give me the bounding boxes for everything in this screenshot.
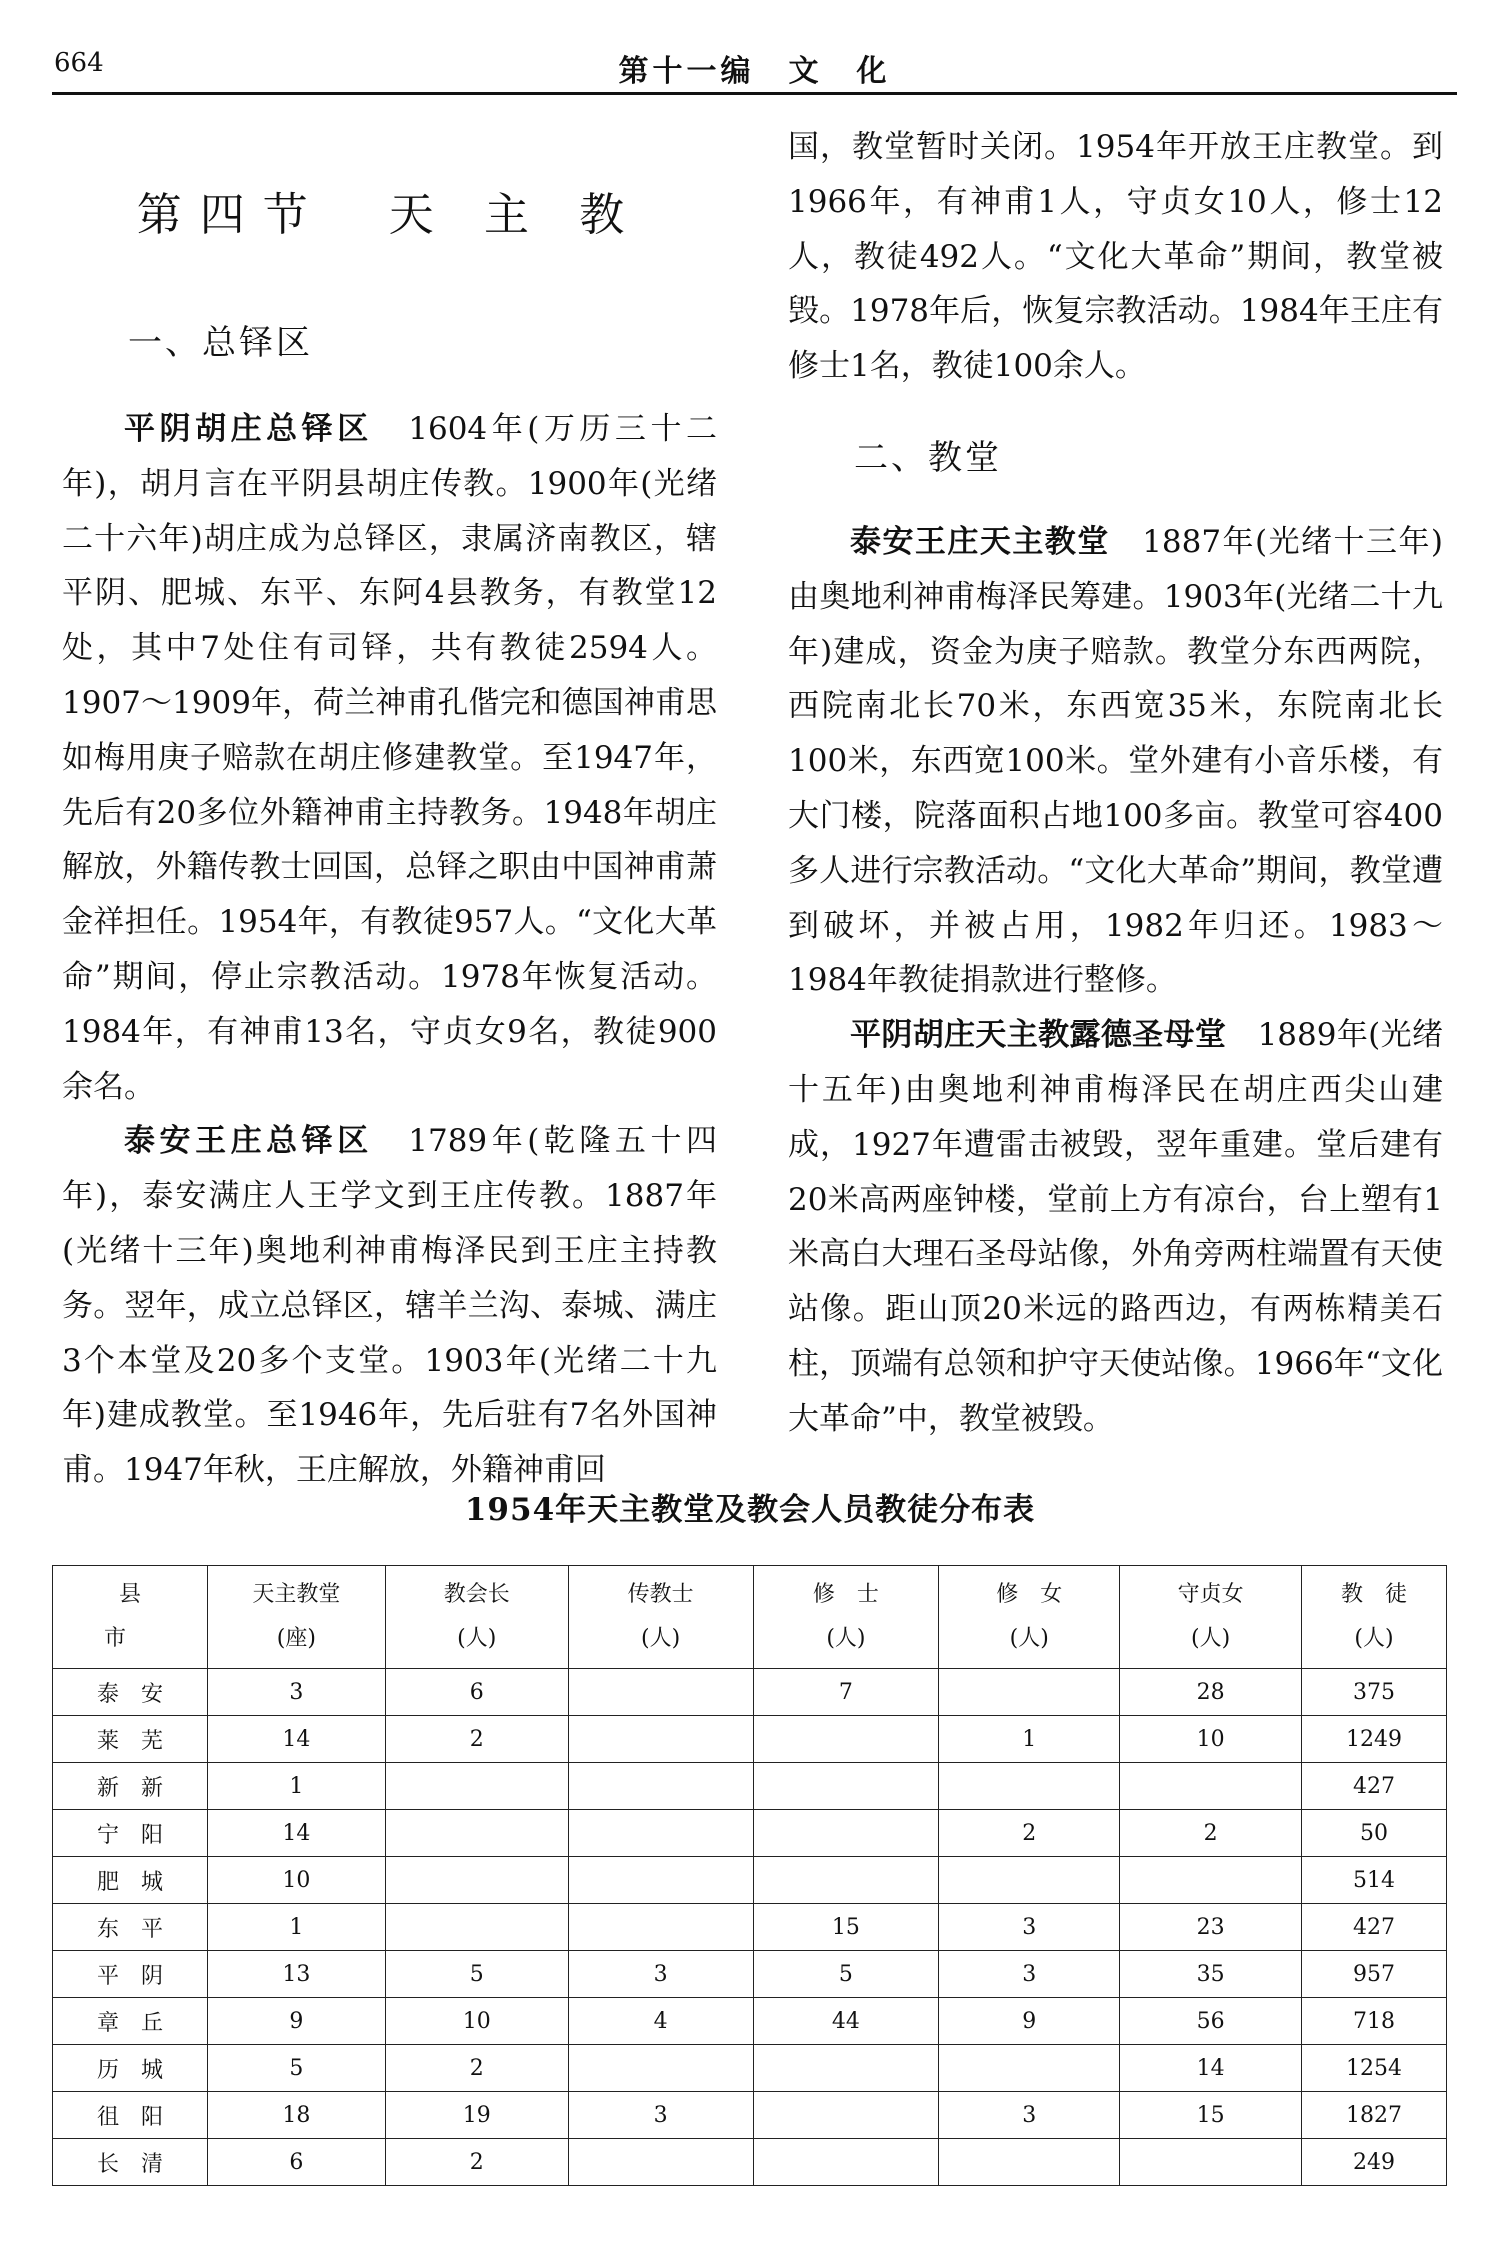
table-cell — [568, 2045, 753, 2092]
table-row — [53, 2092, 1447, 2139]
entry-text: 1889年(光绪十五年)由奥地利神甫梅泽民在胡庄西尖山建成，1927年遭雷击被毁，翌年重建。堂后建有20米高两座钟楼，堂前上方有凉台，台上塑有1米高白大理石圣母站像，外角旁两柱端置有天使站像。距山顶20米远的路西边，有两栋精美石柱，顶端有总领和护守天使站像。1966年“文化大革命”中，教堂被毁。 — [788, 1017, 1443, 1437]
table-cell: 1254 — [1302, 2045, 1447, 2092]
table-cell: 14 — [207, 1810, 385, 1857]
table-cell: 3 — [207, 1669, 385, 1716]
table-cell: 3 — [568, 1951, 753, 1998]
county-cell: 平阴 — [53, 1951, 208, 1998]
table-cell — [939, 1857, 1120, 1904]
subhead-churches: 二、教堂 — [854, 437, 1002, 478]
header-name: 天主教堂 — [252, 1582, 341, 1607]
header-unit: (人) — [1191, 1626, 1231, 1651]
table-cell — [753, 2045, 939, 2092]
table-cell: 427 — [1302, 1763, 1447, 1810]
entry-lead: 泰安王庄总铎区 — [124, 1123, 373, 1160]
table-cell — [568, 2139, 753, 2186]
column-header — [753, 1566, 939, 1669]
header-unit: (座) — [276, 1626, 316, 1651]
table-cell: 3 — [939, 2092, 1120, 2139]
table-row — [53, 1857, 1447, 1904]
table-cell: 56 — [1120, 1998, 1302, 2045]
table-cell: 375 — [1302, 1669, 1447, 1716]
column-header — [1302, 1566, 1447, 1669]
table-cell: 2 — [385, 2139, 568, 2186]
table-cell — [1120, 1763, 1302, 1810]
county-cell: 历城 — [53, 2045, 208, 2092]
entry-wz-diocese-continued: 国，教堂暂时关闭。1954年开放王庄教堂。到1966年，有神甫1人，守贞女10人，修士12人，教徒492人。“文化大革命”期间，教堂被毁。1978年后，恢复宗教活动。1984年王庄有修士1名，教徒100余人。 — [788, 129, 1444, 385]
table-cell: 1 — [207, 1904, 385, 1951]
table-cell — [753, 1810, 939, 1857]
table-cell: 3 — [939, 1951, 1120, 1998]
county-cell: 泰安 — [53, 1669, 208, 1716]
table-cell: 957 — [1302, 1951, 1447, 1998]
column-header — [207, 1566, 385, 1669]
table-cell: 4 — [568, 1998, 753, 2045]
table-cell: 9 — [207, 1998, 385, 2045]
column-header — [939, 1566, 1120, 1669]
table-cell: 15 — [1120, 2092, 1302, 2139]
table-row — [53, 2045, 1447, 2092]
table-cell: 1249 — [1302, 1716, 1447, 1763]
header-unit: (人) — [457, 1626, 497, 1651]
table-cell: 1 — [939, 1716, 1120, 1763]
header-unit: (人) — [826, 1626, 866, 1651]
entry-text: 1887年(光绪十三年)由奥地利神甫梅泽民筹建。1903年(光绪二十九年)建成，资金为庚子赔款。教堂分东西两院，西院南北长70米，东西宽35米，东院南北长100米，东西宽100米。堂外建有小音乐楼，有大门楼，院落面积占地100多亩。教堂可容400多人进行宗教活动。“文化大革命”期间，教堂遭到破坏，并被占用，1982年归还。1983～1984年教徒捐款进行整修。 — [788, 523, 1444, 999]
table-cell — [568, 1716, 753, 1763]
table-cell — [753, 2092, 939, 2139]
table-cell: 5 — [753, 1951, 939, 1998]
header-unit: (人) — [640, 1626, 681, 1651]
table-cell — [753, 1857, 939, 1904]
table-cell: 5 — [207, 2045, 385, 2092]
table-row — [53, 1904, 1447, 1951]
county-cell: 肥城 — [53, 1857, 208, 1904]
table-cell: 14 — [1120, 2045, 1302, 2092]
table-cell: 6 — [385, 1669, 568, 1716]
page-number: 664 — [54, 48, 104, 78]
county-cell: 新新 — [53, 1763, 208, 1810]
table-cell: 3 — [568, 2092, 753, 2139]
table-cell: 3 — [939, 1904, 1120, 1951]
header-name: 守贞女 — [1177, 1582, 1244, 1607]
county-cell: 宁阳 — [53, 1810, 208, 1857]
county-cell: 章丘 — [53, 1998, 208, 2045]
running-title: 第十一编 文 化 — [618, 54, 891, 89]
entry-wz-diocese — [62, 1114, 717, 1498]
entry-text: 1789年(乾隆五十四年)，泰安满庄人王学文到王庄传教。1887年(光绪十三年)奥地利神甫梅泽民到王庄主持教务。翌年，成立总铎区，辖羊兰沟、泰城、满庄3个本堂及20多个支堂。1903年(光绪二十九年)建成教堂。至1946年，先后驻有7名外国神甫。1947年秋，王庄解放，外籍神甫回 — [62, 1123, 717, 1489]
table-cell: 514 — [1302, 1857, 1447, 1904]
table-cell: 23 — [1120, 1904, 1302, 1951]
entry-lead: 平阴胡庄天主教露德圣母堂 — [850, 1017, 1227, 1054]
table-cell — [568, 1810, 753, 1857]
table-row — [53, 1810, 1447, 1857]
table-cell: 2 — [385, 2045, 568, 2092]
table-cell — [753, 1716, 939, 1763]
table-cell — [385, 1810, 568, 1857]
table-row — [53, 1763, 1447, 1810]
table-cell — [568, 1857, 753, 1904]
table-row — [53, 1716, 1447, 1763]
table-cell: 2 — [385, 1716, 568, 1763]
county-cell: 东平 — [53, 1904, 208, 1951]
table-cell: 18 — [207, 2092, 385, 2139]
table-cell: 19 — [385, 2092, 568, 2139]
table-cell: 15 — [753, 1904, 939, 1951]
right-column — [788, 120, 1443, 1447]
county-cell: 莱芜 — [53, 1716, 208, 1763]
header-name: 传教士 — [627, 1582, 694, 1607]
entry-hz-diocese — [62, 402, 717, 1114]
table-cell: 5 — [385, 1951, 568, 1998]
table-cell: 249 — [1302, 2139, 1447, 2186]
table-cell — [939, 2045, 1120, 2092]
table-cell: 10 — [207, 1857, 385, 1904]
column-header — [385, 1566, 568, 1669]
table-cell: 44 — [753, 1998, 939, 2045]
table-cell: 2 — [1120, 1810, 1302, 1857]
table-cell — [568, 1763, 753, 1810]
header-unit: (人) — [1354, 1626, 1394, 1651]
column-header — [1120, 1566, 1302, 1669]
left-column — [62, 120, 717, 1498]
table-cell — [939, 2139, 1120, 2186]
table-cell — [385, 1763, 568, 1810]
table-cell — [385, 1904, 568, 1951]
table-cell: 1827 — [1302, 2092, 1447, 2139]
entry-wz-church — [788, 515, 1443, 1008]
table-cell — [568, 1904, 753, 1951]
table-cell: 6 — [207, 2139, 385, 2186]
table-row — [53, 1998, 1447, 2045]
table-cell — [1120, 1857, 1302, 1904]
county-cell: 长清 — [53, 2139, 208, 2186]
table-cell: 50 — [1302, 1810, 1447, 1857]
table-cell: 7 — [753, 1669, 939, 1716]
table-cell: 10 — [1120, 1716, 1302, 1763]
table-row — [53, 2139, 1447, 2186]
section-title: 第四节 天 主 教 — [136, 188, 643, 241]
distribution-table — [52, 1565, 1447, 2186]
table-cell: 28 — [1120, 1669, 1302, 1716]
table-cell: 10 — [385, 1998, 568, 2045]
table-cell — [939, 1669, 1120, 1716]
entry-lead: 泰安王庄天主教堂 — [850, 523, 1110, 560]
table-cell — [939, 1763, 1120, 1810]
column-header — [568, 1566, 753, 1669]
entry-hz-church — [788, 1008, 1443, 1446]
table-cell — [568, 1669, 753, 1716]
table-row — [53, 1951, 1447, 1998]
table-cell — [1120, 2139, 1302, 2186]
county-cell: 徂阳 — [53, 2092, 208, 2139]
table-title: 1954年天主教堂及教会人员教徒分布表 — [464, 1492, 1036, 1528]
running-head — [52, 40, 1457, 95]
table-cell — [753, 2139, 939, 2186]
table-cell: 427 — [1302, 1904, 1447, 1951]
header-unit: (人) — [1009, 1626, 1049, 1651]
table-row — [53, 1669, 1447, 1716]
table-cell: 2 — [939, 1810, 1120, 1857]
table-cell: 14 — [207, 1716, 385, 1763]
entry-lead: 平阴胡庄总铎区 — [124, 411, 373, 447]
table-cell: 1 — [207, 1763, 385, 1810]
column-header: 县 市 — [53, 1566, 208, 1669]
header-name: 修 女 — [996, 1582, 1063, 1607]
table-body — [53, 1669, 1447, 2186]
header-name: 教会长 — [443, 1582, 510, 1607]
table-cell — [385, 1857, 568, 1904]
table-cell — [753, 1763, 939, 1810]
header-name: 修 士 — [812, 1582, 879, 1607]
table-cell: 718 — [1302, 1998, 1447, 2045]
subhead-dioceses: 一、总铎区 — [128, 323, 313, 363]
header-name: 教 徒 — [1341, 1582, 1408, 1607]
table-cell: 13 — [207, 1951, 385, 1998]
table-cell: 9 — [939, 1998, 1120, 2045]
table-header-row — [53, 1566, 1447, 1669]
entry-text: 1604年(万历三十二年)，胡月言在平阴县胡庄传教。1900年(光绪二十六年)胡庄成为总铎区，隶属济南教区，辖平阴、肥城、东平、东阿4县教务，有教堂12处，其中7处住有司铎，共有教徒2594人。1907～1909年，荷兰神甫孔偕完和德国神甫思如梅用庚子赔款在胡庄修建教堂。至1947年，先后有20多位外籍神甫主持教务。1948年胡庄解放，外籍传教士回国，总铎之职由中国神甫萧金祥担任。1954年，有教徒957人。“文化大革命”期间，停止宗教活动。1978年恢复活动。1984年，有神甫13名，守贞女9名，教徒900余名。 — [62, 411, 717, 1105]
table-cell: 35 — [1120, 1951, 1302, 1998]
